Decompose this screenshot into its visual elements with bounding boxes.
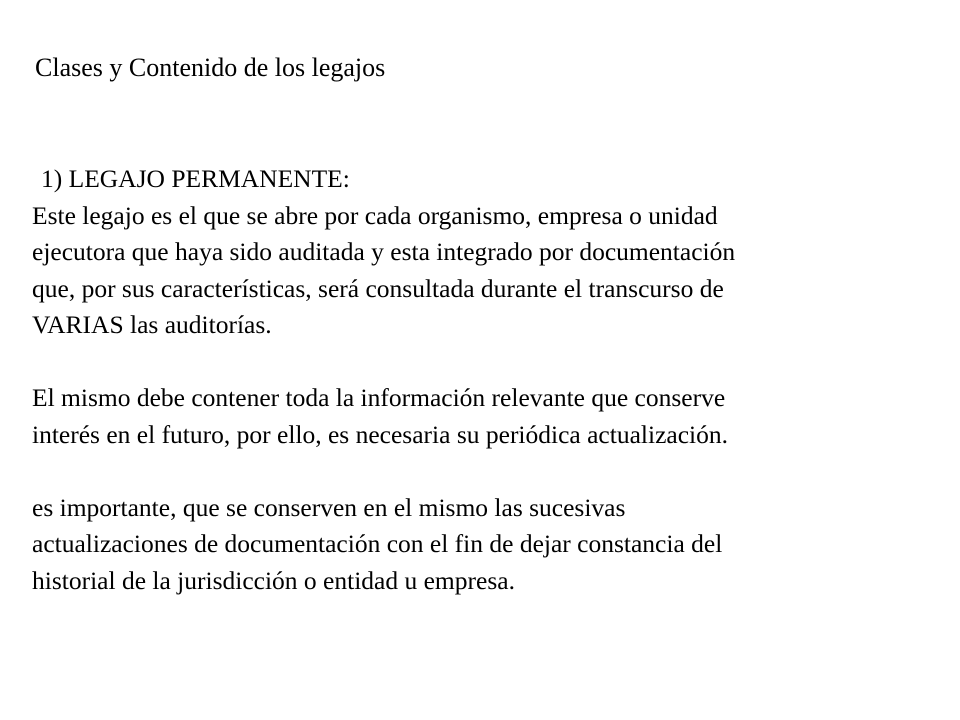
- paragraph-1-line-3: que, por sus características, será consultada durante el transcurso de: [32, 273, 724, 303]
- section-heading: 1) LEGAJO PERMANENTE:: [41, 164, 350, 193]
- paragraph-3: [32, 490, 932, 600]
- slide-body: [32, 161, 932, 599]
- paragraph-3-line-2: actualizaciones de documentación con el fin de dejar constancia del: [32, 529, 723, 558]
- paragraph-2-line-2: interés en el futuro, por ello, es necesaria su periódica actualización.: [32, 419, 728, 449]
- paragraph-3-line-3: historial de la jurisdicción o entidad u empresa.: [32, 565, 515, 595]
- paragraph-2-line-1: El mismo debe contener toda la información relevante que conserve: [32, 383, 726, 412]
- paragraph-2: [32, 380, 932, 453]
- paragraph-spacer: [32, 344, 932, 381]
- paragraph-3-line-1: es importante, que se conserven en el mismo las sucesivas: [32, 492, 626, 522]
- paragraph-1-line-4: VARIAS las auditorías.: [32, 310, 272, 339]
- paragraph-spacer: [32, 453, 932, 490]
- paragraph-1-line-2: ejecutora que haya sido auditada y esta integrado por documentación: [32, 237, 736, 266]
- paragraph-1: [32, 198, 932, 344]
- paragraph-1-line-1: Este legajo es el que se abre por cada organismo, empresa o unidad: [32, 200, 718, 230]
- slide-title: Clases y Contenido de los legajos: [35, 53, 386, 82]
